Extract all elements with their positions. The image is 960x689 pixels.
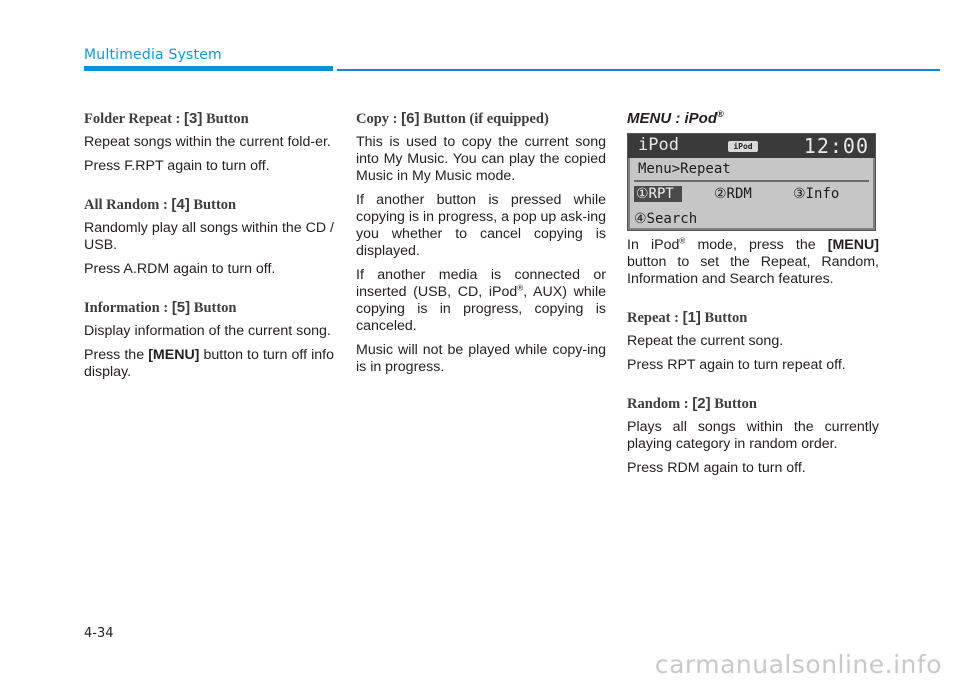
screen-clock: 12:00 [803, 134, 869, 158]
screen-option-info: ③Info [793, 186, 840, 202]
page-number: 4-34 [84, 626, 114, 641]
screen-mode-label: iPod [638, 135, 679, 155]
column-left [84, 110, 334, 388]
header-rule-thin [337, 69, 940, 71]
column-middle [356, 110, 606, 383]
screen-body [630, 158, 873, 228]
screen-menu-path: Menu>Repeat [638, 161, 731, 177]
header-title: Multimedia System [84, 47, 222, 63]
random-text-1: Plays all songs within the currently playing category in random order. [627, 419, 879, 452]
copy-heading: Copy : [6] Button (if equipped) [356, 110, 549, 127]
watermark: carmanualsonline.info [654, 650, 942, 679]
menu-ipod-intro: In iPod® mode, press the [MENU] button to set the Repeat, Random, Information and Search features. [627, 236, 879, 287]
screen-option-rpt: ①RPT [634, 186, 682, 202]
repeat-text-1: Repeat the current song. [627, 333, 784, 349]
copy-text-3: If another media is connected or inserted (USB, CD, iPod®, AUX) while copying is in progress, copying is canceled. [356, 267, 606, 334]
repeat-text-2: Press RPT again to turn repeat off. [627, 357, 846, 373]
folder-repeat-text-1: Repeat songs within the current fold-er. [84, 134, 331, 150]
copy-text-1: This is used to copy the current song into My Music. You can play the copied Music in My Music mode. [356, 134, 606, 184]
folder-repeat-heading: Folder Repeat : [3] Button [84, 110, 249, 127]
copy-text-4: Music will not be played while copy-ing is in progress. [356, 342, 606, 375]
information-text-2: Press the [MENU] button to turn off info display. [84, 347, 335, 380]
ipod-menu-screen [627, 133, 876, 231]
random-text-2: Press RDM again to turn off. [627, 460, 806, 476]
screen-divider [634, 180, 869, 182]
information-heading: Information : [5] Button [84, 299, 237, 316]
repeat-heading: Repeat : [1] Button [627, 309, 748, 326]
all-random-text-1: Randomly play all songs within the CD / USB. [84, 220, 334, 253]
random-heading: Random : [2] Button [627, 395, 757, 412]
folder-repeat-text-2: Press F.RPT again to turn off. [84, 158, 270, 174]
ipod-badge-icon: iPod [728, 141, 758, 152]
copy-text-2: If another button is pressed while copying is in progress, a pop up ask-ing you whether to cancel copying is displayed. [356, 192, 606, 259]
column-right [627, 110, 879, 484]
screen-option-search: ④Search [634, 211, 698, 227]
all-random-text-2: Press A.RDM again to turn off. [84, 261, 276, 277]
header-rule-thick [84, 66, 333, 71]
screen-option-rdm: ②RDM [714, 186, 752, 202]
all-random-heading: All Random : [4] Button [84, 196, 237, 213]
information-text-1: Display information of the current song. [84, 323, 331, 339]
menu-ipod-heading: MENU : iPod® [627, 109, 724, 127]
